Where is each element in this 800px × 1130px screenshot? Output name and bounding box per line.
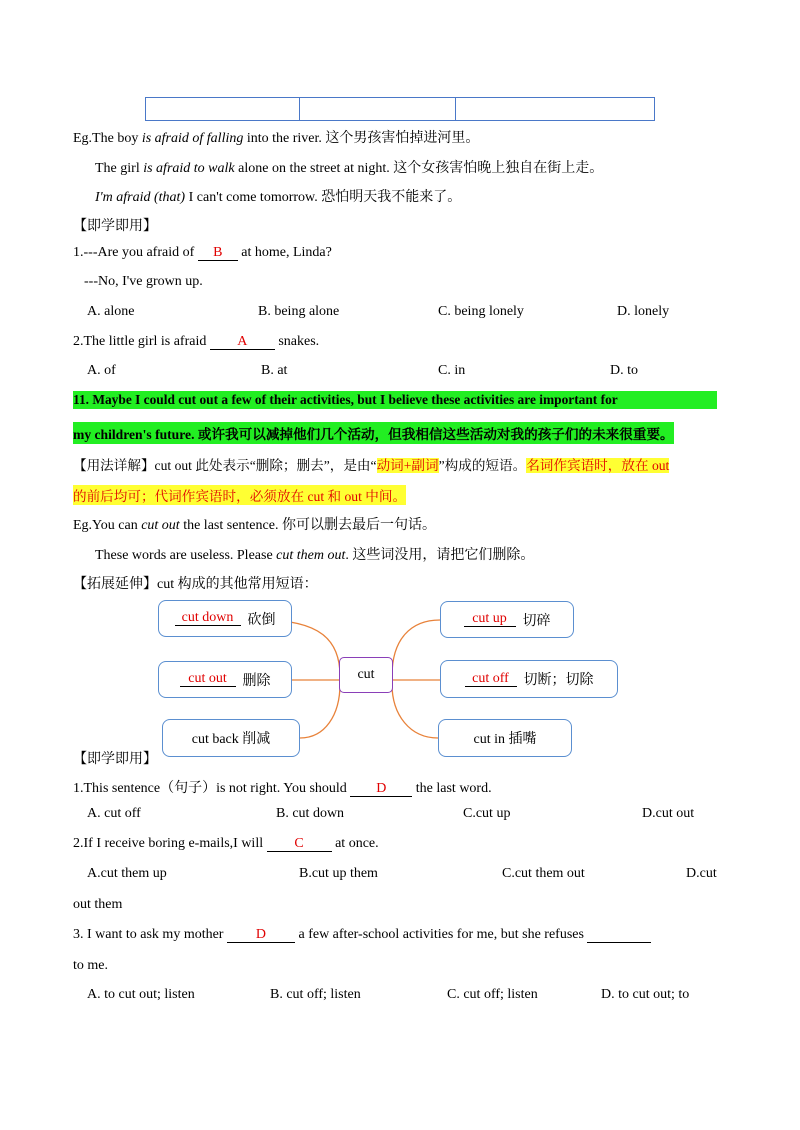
option-a: A. of	[87, 363, 116, 378]
question-3-wrap: to me.	[73, 958, 108, 973]
question-text: at once.	[331, 836, 379, 851]
option-c: C. being lonely	[438, 304, 524, 319]
example-italic: I'm afraid (that)	[95, 190, 186, 205]
example-text: The girl	[95, 161, 144, 176]
question-1	[73, 777, 492, 797]
question-text: 1.This sentence（句子）is not right. You should	[73, 781, 351, 796]
node-meaning: cut in 插嘴	[473, 732, 537, 747]
question-reply: ---No, I've grown up.	[84, 274, 203, 289]
example-italic: is afraid of falling	[141, 131, 244, 146]
example-italic: cut them out	[276, 548, 346, 563]
usage-line2: 的前后均可；代词作宾语时，必须放在 cut 和 out 中间。	[73, 485, 406, 505]
example-italic: is afraid to walk	[143, 161, 235, 176]
option-b: B.cut up them	[299, 866, 378, 881]
question-text: 1.---Are you afraid of	[73, 245, 198, 260]
section-heading: 【即学即用】	[73, 752, 157, 767]
node-answer: cut up	[464, 612, 516, 627]
center-label: cut	[357, 667, 375, 682]
answer-blank: D	[227, 928, 295, 943]
answer-blank: B	[198, 246, 238, 261]
mindmap-node-cut-up	[440, 601, 574, 638]
node-meaning: 切断；切除	[523, 673, 594, 688]
connector-line	[300, 684, 340, 738]
usage-text: ”构成的短语。	[438, 458, 527, 473]
node-meaning: cut back 削减	[191, 732, 271, 747]
option-b: B. being alone	[258, 304, 340, 319]
example-text: the last sentence. 你可以删去最后一句话。	[179, 518, 436, 533]
option-c: C. in	[438, 363, 466, 378]
option-c: C.cut them out	[502, 866, 585, 881]
option-b: B. at	[261, 363, 288, 378]
option-b: B. cut off; listen	[270, 987, 361, 1002]
option-d: D. lonely	[617, 304, 670, 319]
node-answer: cut out	[180, 672, 236, 687]
question-text: snakes.	[274, 334, 320, 349]
option-b: B. cut down	[276, 806, 345, 821]
answer-blank: C	[267, 837, 332, 852]
question-text: 3. I want to ask my mother	[73, 927, 227, 942]
key-sentence-line2: my children's future. 或许我可以减掉他们几个活动，但我相信这些活动对我的孩子们的未来很重要。	[73, 422, 674, 444]
option-d: D. to	[610, 363, 638, 378]
connector-line	[392, 684, 438, 738]
option-d-wrap: out them	[73, 897, 123, 912]
answer-blank: A	[210, 335, 275, 350]
question-text: 2.If I receive boring e-mails,I will	[73, 836, 267, 851]
node-answer: cut off	[465, 672, 517, 687]
question-text: at home, Linda?	[237, 245, 332, 260]
usage-text: 【用法详解】cut out 此处表示“删除；删去”，是由“	[73, 458, 377, 473]
node-answer: cut down	[175, 611, 241, 626]
example-italic: cut out	[141, 518, 180, 533]
mindmap-node-cut-in	[438, 719, 572, 757]
key-sentence-line1: 11. Maybe I could cut out a few of their activities, but I believe these activities are important for	[73, 391, 717, 409]
example-text: Eg.You can	[73, 518, 142, 533]
node-meaning: 删除	[242, 673, 271, 689]
section-heading: 【即学即用】	[73, 219, 157, 234]
example-text: . 这些词没用，请把它们删除。	[345, 548, 535, 563]
answer-blank-empty	[587, 928, 651, 943]
node-meaning: 砍倒	[247, 612, 276, 628]
example-text: alone on the street at night. 这个女孩害怕晚上独自在街上走。	[234, 161, 604, 176]
usage-highlight: 动词+副词	[376, 458, 439, 473]
mindmap-node-cut-back	[162, 719, 300, 757]
mindmap-node-cut-down	[158, 600, 292, 637]
example-text: I can't come tomorrow. 恐怕明天我不能来了。	[185, 190, 462, 205]
question-text: a few after-school activities for me, but she refuses	[294, 927, 588, 942]
option-d: D. to cut out; to	[601, 987, 690, 1002]
usage-highlight: 名词作宾语时，放在 out	[526, 458, 670, 473]
option-a: A.cut them up	[87, 866, 167, 881]
question-3	[73, 927, 651, 943]
mindmap-node-cut-off	[440, 660, 618, 698]
section-heading: 【拓展延伸】cut 构成的其他常用短语：	[73, 577, 318, 592]
option-a: A. to cut out; listen	[87, 987, 195, 1002]
option-d: D.cut	[686, 866, 717, 881]
node-meaning: 切碎	[522, 613, 551, 629]
option-a: A. cut off	[87, 806, 141, 821]
example-text: Eg.The boy	[73, 131, 142, 146]
option-c: C.cut up	[463, 806, 511, 821]
example-text: These words are useless. Please	[95, 548, 277, 563]
mindmap-center-node	[339, 657, 393, 693]
connector-line	[392, 620, 440, 676]
question-text: 2.The little girl is afraid	[73, 334, 210, 349]
option-a: A. alone	[87, 304, 135, 319]
example-text: into the river. 这个男孩害怕掉进河里。	[243, 131, 480, 146]
question-2	[73, 836, 379, 852]
option-d: D.cut out	[642, 806, 695, 821]
option-c: C. cut off; listen	[447, 987, 538, 1002]
question-text: the last word.	[412, 781, 492, 796]
answer-blank: D	[350, 782, 412, 797]
mindmap-node-cut-out	[158, 661, 292, 698]
